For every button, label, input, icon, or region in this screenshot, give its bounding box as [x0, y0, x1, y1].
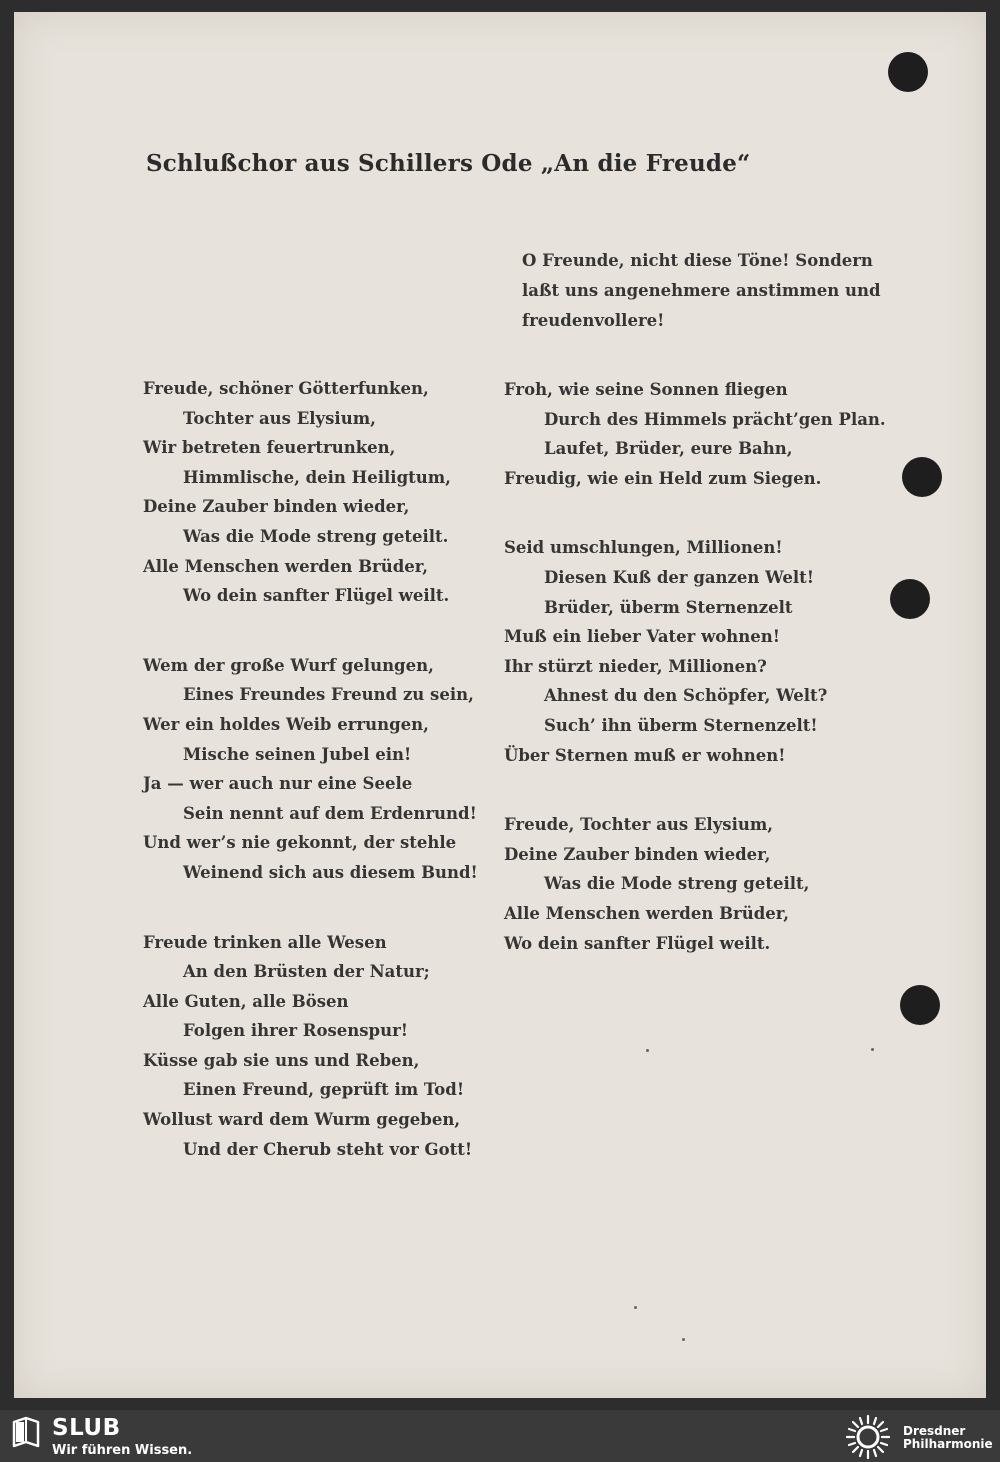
poem-line: Alle Guten, alle Bösen: [143, 991, 349, 1011]
poem-line: Wer ein holdes Weib errungen,: [143, 714, 429, 734]
paper-speck: [682, 1338, 685, 1341]
poem-line: Ja — wer auch nur eine Seele: [143, 774, 413, 794]
poem-line: Freudig, wie ein Held zum Siegen.: [504, 468, 822, 488]
poem-stanza: [143, 928, 478, 1165]
poem-line: Brüder, überm Sternenzelt: [544, 597, 793, 617]
poem-line: Such’ ihn überm Sternenzelt!: [544, 715, 818, 735]
paper-speck: [634, 1306, 637, 1309]
prose-intro: [522, 246, 881, 336]
poem-stanza: [504, 533, 886, 770]
poem-line: Eines Freundes Freund zu sein,: [183, 685, 474, 705]
poem-line: Wo dein sanfter Flügel weilt.: [504, 933, 771, 953]
prose-line: freudenvollere!: [522, 311, 665, 330]
poem-stanza: [143, 374, 478, 611]
poem-column-left: [143, 374, 478, 1204]
poem-line: Einen Freund, geprüft im Tod!: [183, 1080, 465, 1100]
poem-line: Und der Cherub steht vor Gott!: [183, 1139, 473, 1159]
poem-line: Was die Mode streng geteilt,: [544, 874, 810, 894]
library-tagline: Wir führen Wissen.: [52, 1443, 193, 1458]
library-name[interactable]: SLUB: [52, 1415, 121, 1441]
punch-hole: [888, 52, 928, 92]
punch-hole: [900, 985, 940, 1025]
poem-column-right: [504, 375, 886, 998]
poem-line: Freude, Tochter aus Elysium,: [504, 815, 774, 835]
partner-name[interactable]: [903, 1425, 993, 1451]
poem-line: Wollust ward dem Wurm gegeben,: [143, 1110, 461, 1130]
partner-name-line1: Dresdner: [903, 1424, 966, 1438]
poem-line: Was die Mode streng geteilt.: [183, 526, 449, 546]
poem-line: Über Sternen muß er wohnen!: [504, 745, 786, 765]
prose-line: laßt uns angenehmere anstimmen und: [522, 281, 881, 300]
poem-line: Sein nennt auf dem Erdenrund!: [183, 803, 477, 823]
poem-stanza: [504, 375, 886, 493]
poem-line: Himmlische, dein Heiligtum,: [183, 467, 451, 487]
poem-line: Und wer’s nie gekonnt, der stehle: [143, 833, 457, 853]
poem-line: Diesen Kuß der ganzen Welt!: [544, 567, 814, 587]
poem-stanza: [504, 810, 886, 958]
poem-line: Wem der große Wurf gelungen,: [143, 655, 434, 675]
poem-line: An den Brüsten der Natur;: [183, 962, 430, 982]
poem-line: Ihr stürzt nieder, Millionen?: [504, 656, 767, 676]
poem-line: Folgen ihrer Rosenspur!: [183, 1021, 409, 1041]
poem-line: Freude trinken alle Wesen: [143, 932, 387, 952]
prose-line: O Freunde, nicht diese Töne! Sondern: [522, 251, 873, 270]
poem-line: Froh, wie seine Sonnen fliegen: [504, 380, 788, 399]
sunburst-logo-icon[interactable]: [842, 1413, 894, 1461]
paper-speck: [871, 1048, 874, 1051]
poem-line: Freude, schöner Götterfunken,: [143, 379, 429, 398]
poem-line: Wo dein sanfter Flügel weilt.: [183, 586, 450, 606]
poem-line: Ahnest du den Schöpfer, Welt?: [544, 686, 828, 706]
partner-name-line2: Philharmonie: [903, 1437, 993, 1451]
poem-line: Deine Zauber binden wieder,: [143, 497, 410, 517]
poem-line: Alle Menschen werden Brüder,: [504, 903, 789, 923]
poem-line: Deine Zauber binden wieder,: [504, 844, 771, 864]
document-page: [14, 12, 986, 1398]
poem-line: Durch des Himmels prächt’gen Plan.: [544, 409, 886, 429]
book-icon: [12, 1416, 40, 1450]
poem-stanza: [143, 651, 478, 888]
poem-line: Weinend sich aus diesem Bund!: [183, 862, 478, 882]
page-title: Schlußchor aus Schillers Ode „An die Freude“: [146, 150, 751, 177]
punch-hole: [890, 579, 930, 619]
footer-bar: [0, 1410, 1000, 1462]
poem-line: Alle Menschen werden Brüder,: [143, 556, 428, 576]
poem-line: Küsse gab sie uns und Reben,: [143, 1050, 420, 1070]
poem-line: Tochter aus Elysium,: [183, 408, 376, 428]
punch-hole: [902, 457, 942, 497]
poem-line: Mische seinen Jubel ein!: [183, 744, 412, 764]
poem-line: Seid umschlungen, Millionen!: [504, 538, 783, 558]
paper-speck: [646, 1049, 649, 1052]
poem-line: Wir betreten feuertrunken,: [143, 438, 396, 458]
poem-line: Muß ein lieber Vater wohnen!: [504, 627, 781, 647]
poem-line: Laufet, Brüder, eure Bahn,: [544, 439, 793, 459]
